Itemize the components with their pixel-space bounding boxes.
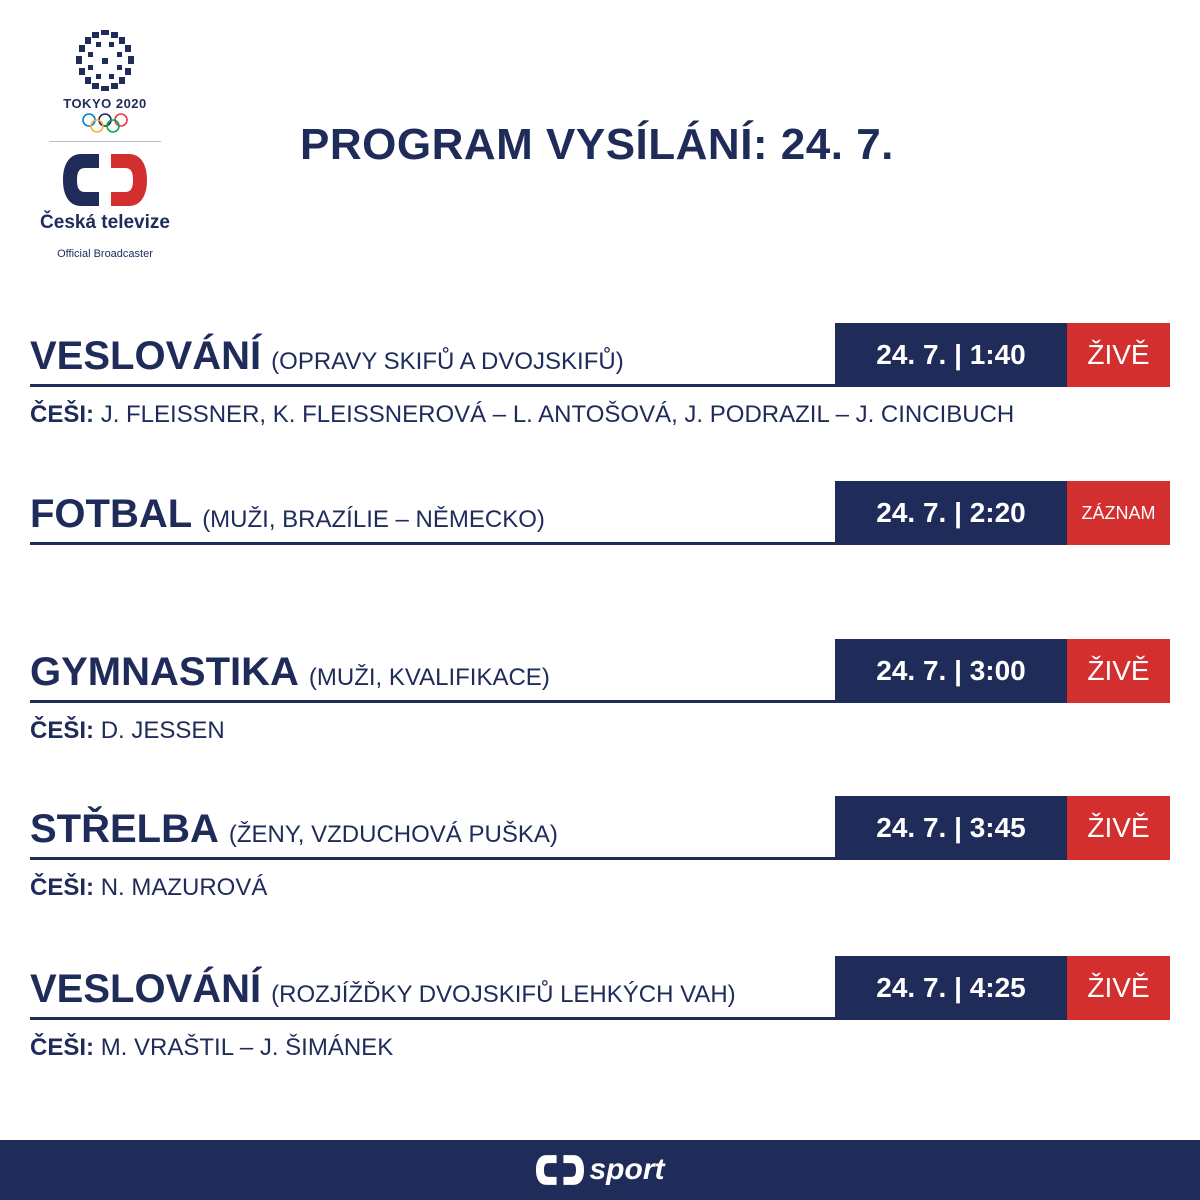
broadcast-tag: ŽIVĚ	[1067, 639, 1170, 703]
time-box: 24. 7. | 3:00	[835, 639, 1067, 703]
broadcast-tag: ZÁZNAM	[1067, 481, 1170, 545]
page-title: PROGRAM VYSÍLÁNÍ: 24. 7.	[300, 120, 894, 169]
czech-athletes-names: M. VRAŠTIL – J. ŠIMÁNEK	[100, 1034, 394, 1061]
sport-name: FOTBAL	[30, 492, 193, 536]
event-row	[30, 796, 1170, 901]
event-underline	[30, 857, 835, 860]
event-name	[30, 492, 545, 537]
czechs-label: ČEŠI:	[30, 717, 95, 744]
time-box: 24. 7. | 1:40	[835, 323, 1067, 387]
broadcast-tag: ŽIVĚ	[1067, 956, 1170, 1020]
czech-athletes	[30, 401, 1014, 429]
czechs-label: ČEŠI:	[30, 1034, 95, 1061]
broadcaster-tagline: Official Broadcaster	[57, 248, 153, 260]
ct-logo-icon	[536, 1154, 584, 1186]
event-underline	[30, 542, 835, 545]
event-header	[30, 323, 835, 387]
tokyo-2020-emblem-icon	[72, 28, 138, 94]
event-name	[30, 334, 624, 379]
broadcaster-name: Česká televize	[40, 212, 170, 233]
event-detail: (ROZJÍŽĎKY DVOJSKIFŮ LEHKÝCH VAH)	[271, 981, 736, 1008]
czechs-label: ČEŠI:	[30, 874, 95, 901]
event-detail: (ŽENY, VZDUCHOVÁ PUŠKA)	[228, 821, 558, 848]
event-header	[30, 639, 835, 703]
olympic-rings-icon	[81, 113, 129, 133]
event-underline	[30, 384, 835, 387]
czech-athletes-names: N. MAZUROVÁ	[100, 874, 268, 901]
footer-bar	[0, 1140, 1200, 1200]
event-header	[30, 956, 835, 1020]
time-box: 24. 7. | 3:45	[835, 796, 1067, 860]
event-name	[30, 650, 550, 695]
event-row	[30, 956, 1170, 1061]
event-detail: (MUŽI, BRAZÍLIE – NĚMECKO)	[202, 506, 545, 533]
event-detail: (MUŽI, KVALIFIKACE)	[308, 664, 550, 691]
ct-sport-logo	[536, 1153, 665, 1187]
logo-divider	[49, 141, 161, 142]
time-box: 24. 7. | 2:20	[835, 481, 1067, 545]
event-detail: (OPRAVY SKIFŮ A DVOJSKIFŮ)	[271, 348, 624, 375]
czech-athletes	[30, 717, 225, 745]
czech-athletes-names: J. FLEISSNER, K. FLEISSNEROVÁ – L. ANTOŠOVÁ, J. PODRAZIL – J. CINCIBUCH	[100, 401, 1015, 428]
ct-logo-icon	[63, 154, 147, 206]
games-label: TOKYO 2020	[63, 96, 147, 111]
sport-name: STŘELBA	[30, 807, 219, 851]
sport-name: GYMNASTIKA	[30, 650, 299, 694]
sport-name: VESLOVÁNÍ	[30, 967, 262, 1011]
czech-athletes-names: D. JESSEN	[100, 717, 225, 744]
channel-name: sport	[589, 1153, 665, 1186]
broadcast-tag: ŽIVĚ	[1067, 323, 1170, 387]
event-row	[30, 323, 1170, 428]
czechs-label: ČEŠI:	[30, 401, 95, 428]
event-underline	[30, 1017, 835, 1020]
event-name	[30, 967, 736, 1012]
logo-block	[40, 28, 170, 260]
event-name	[30, 807, 558, 852]
time-box: 24. 7. | 4:25	[835, 956, 1067, 1020]
sport-name: VESLOVÁNÍ	[30, 334, 262, 378]
event-underline	[30, 700, 835, 703]
event-row	[30, 481, 1170, 545]
event-row	[30, 639, 1170, 744]
czech-athletes	[30, 874, 267, 902]
event-header	[30, 796, 835, 860]
czech-athletes	[30, 1034, 393, 1062]
event-header	[30, 481, 835, 545]
broadcast-tag: ŽIVĚ	[1067, 796, 1170, 860]
